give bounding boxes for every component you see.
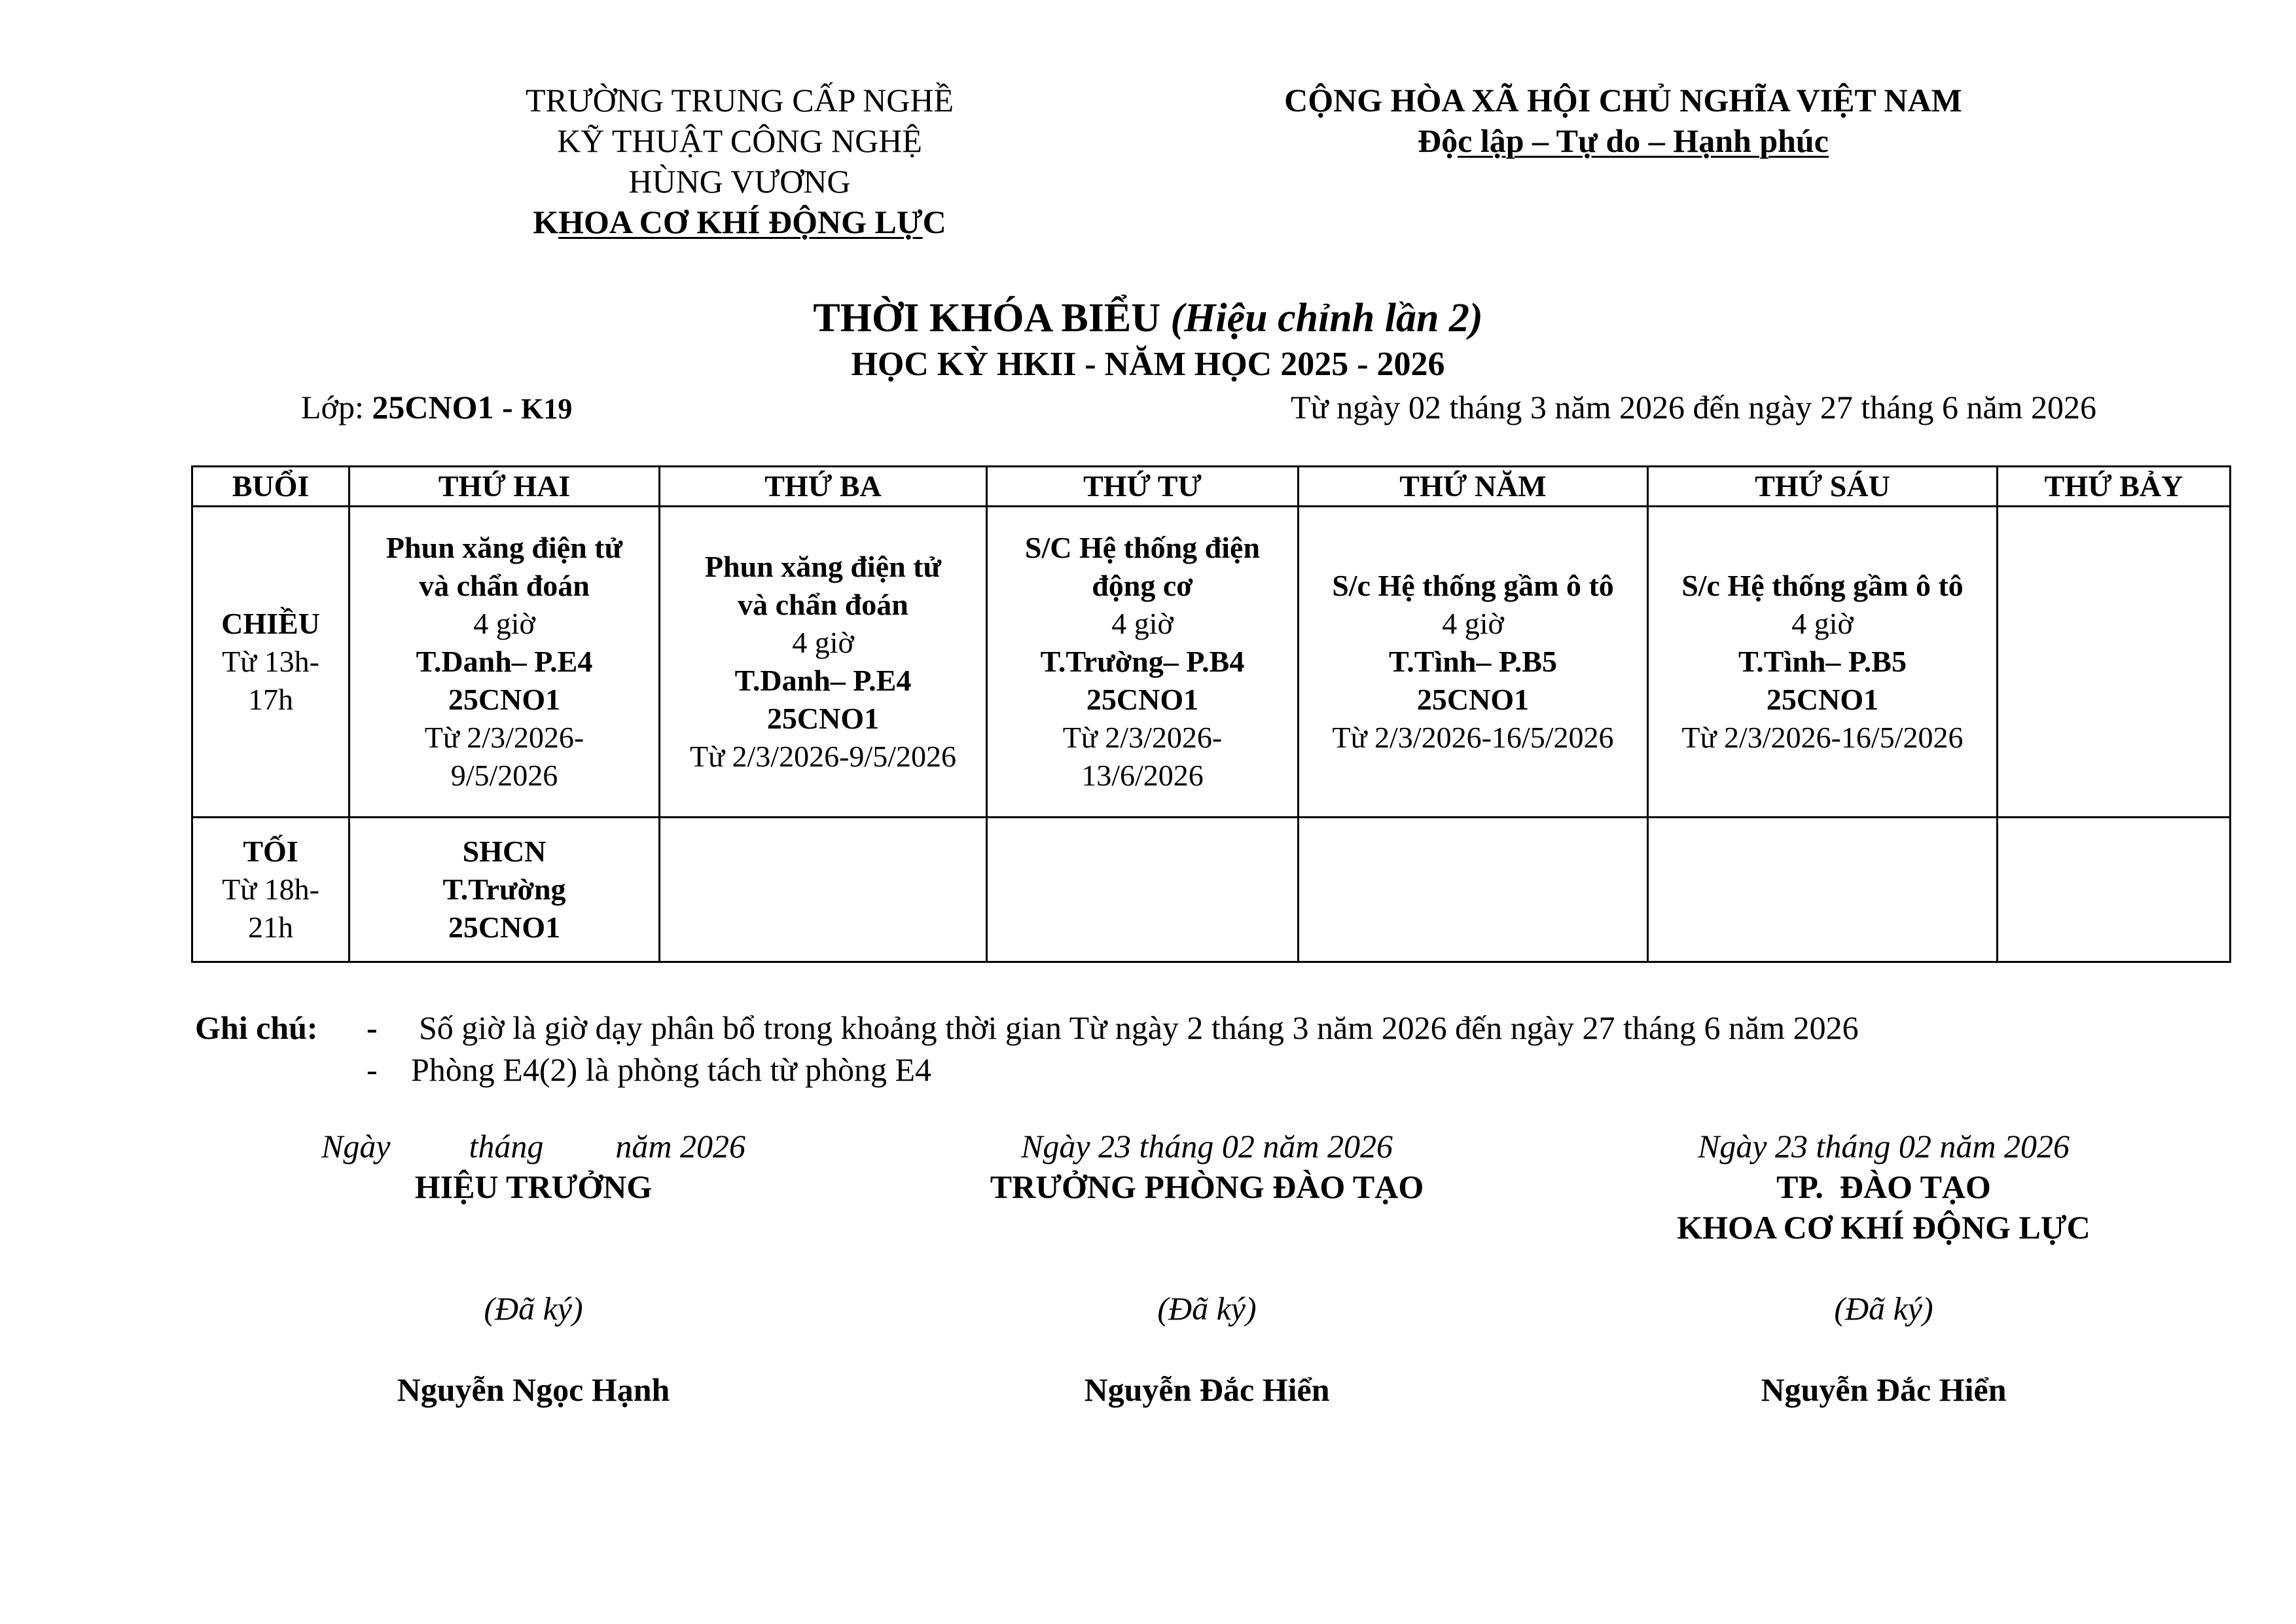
national-motto: Độc lập – Tự do – Hạnh phúc — [1418, 122, 1829, 159]
class-cell-thu-evening — [1299, 818, 1648, 962]
school-header — [478, 80, 1001, 242]
class-cell-fri-evening — [1648, 818, 1998, 962]
class-cell-fri-afternoon: S/c Hệ thống gầm ô tô 4 giờ T.Tình– P.B5 25CNO1 Từ 2/3/2026-16/5/2026 — [1648, 507, 1998, 818]
signature-status: (Đã ký) — [1834, 1290, 1933, 1327]
notes-label: Ghi chú: — [195, 1009, 318, 1046]
signature-name: Nguyễn Đắc Hiển — [1084, 1371, 1330, 1408]
school-name-line2: KỸ THUẬT CÔNG NGHỆ — [557, 122, 922, 159]
class-cell-sat-afternoon — [1998, 507, 2231, 818]
table-row-evening — [192, 818, 2231, 962]
note-item: Phòng E4(2) là phòng tách từ phòng E4 — [411, 1051, 932, 1088]
class-cell-sat-evening — [1998, 818, 2231, 962]
signature-role: TRƯỞNG PHÒNG ĐÀO TẠO — [990, 1168, 1424, 1205]
class-cell-mon-afternoon: Phun xăng điện tử và chẩn đoán 4 giờ T.Danh– P.E4 25CNO1 Từ 2/3/2026- 9/5/2026 — [350, 507, 660, 818]
country-name: CỘNG HÒA XÃ HỘI CHỦ NGHĨA VIỆT NAM — [1284, 82, 1962, 118]
session-cell-afternoon: CHIỀU Từ 13h- 17h — [192, 507, 350, 818]
signature-date: Ngày 23 tháng 02 năm 2026 — [1020, 1128, 1393, 1164]
country-header — [1198, 80, 2049, 161]
header-monday: THỨ HAI — [350, 467, 660, 507]
school-name-line1: TRƯỜNG TRUNG CẤP NGHỀ — [525, 82, 954, 118]
signature-name: Nguyễn Ngọc Hạnh — [397, 1371, 670, 1408]
table-row-afternoon — [192, 507, 2231, 818]
signature-status: (Đã ký) — [484, 1290, 583, 1327]
session-cell-evening: TỐI Từ 18h- 21h — [192, 818, 350, 962]
signature-block-principal — [239, 1126, 828, 1410]
timetable — [191, 465, 2231, 963]
header-wednesday: THỨ TƯ — [987, 467, 1299, 507]
signature-block-training-head — [912, 1126, 1501, 1410]
signature-status: (Đã ký) — [1157, 1290, 1257, 1327]
class-cell-mon-evening: SHCN T.Trường 25CNO1 — [350, 818, 660, 962]
department-name: KHOA CƠ KHÍ ĐỘNG LỰC — [533, 204, 946, 240]
header-session: BUỔI — [192, 467, 350, 507]
signature-date: Ngày 23 tháng 02 năm 2026 — [1697, 1128, 2070, 1164]
table-header-row — [192, 467, 2231, 507]
class-cell-thu-afternoon: S/c Hệ thống gầm ô tô 4 giờ T.Tình– P.B5 25CNO1 Từ 2/3/2026-16/5/2026 — [1299, 507, 1648, 818]
class-cell-tue-evening — [660, 818, 987, 962]
document-title: THỜI KHÓA BIỂU (Hiệu chỉnh lần 2) — [813, 296, 1483, 340]
header-saturday: THỨ BẢY — [1998, 467, 2231, 507]
school-name-line3: HÙNG VƯƠNG — [628, 163, 851, 200]
period-info: Từ ngày 02 tháng 3 năm 2026 đến ngày 27 tháng 6 năm 2026 — [1291, 389, 2097, 425]
class-cell-wed-afternoon: S/C Hệ thống điện động cơ 4 giờ T.Trường– P.B4 25CNO1 Từ 2/3/2026- 13/6/2026 — [987, 507, 1299, 818]
note-item: Số giờ là giờ dạy phân bổ trong khoảng thời gian Từ ngày 2 tháng 3 năm 2026 đến ngày 27 tháng 6 năm 2026 — [419, 1009, 1859, 1046]
class-cell-wed-evening — [987, 818, 1299, 962]
semester-title: HỌC KỲ HKII - NĂM HỌC 2025 - 2026 — [851, 346, 1445, 383]
header-tuesday: THỨ BA — [660, 467, 987, 507]
signature-block-faculty — [1589, 1126, 2178, 1410]
class-cell-tue-afternoon: Phun xăng điện tử và chẩn đoán 4 giờ T.Danh– P.E4 25CNO1 Từ 2/3/2026-9/5/2026 — [660, 507, 987, 818]
header-thursday: THỨ NĂM — [1299, 467, 1648, 507]
signature-role: HIỆU TRƯỞNG — [414, 1168, 653, 1205]
signature-role-line2: KHOA CƠ KHÍ ĐỘNG LỰC — [1677, 1209, 2090, 1246]
class-info: Lớp: 25CNO1 - K19 — [301, 389, 573, 425]
signature-date: Ngày tháng năm 2026 — [321, 1128, 746, 1164]
header-friday: THỨ SÁU — [1648, 467, 1998, 507]
signature-name: Nguyễn Đắc Hiển — [1761, 1371, 2007, 1408]
signature-role: TP. ĐÀO TẠO — [1776, 1168, 1991, 1205]
notes-section: Ghi chú: - Số giờ là giờ dạy phân bổ trong khoảng thời gian Từ ngày 2 tháng 3 năm 2026 đến ngày 27 tháng 6 năm 2026 - Phòng E4(2) là phòng tách từ phòng E4 — [195, 1007, 2224, 1091]
